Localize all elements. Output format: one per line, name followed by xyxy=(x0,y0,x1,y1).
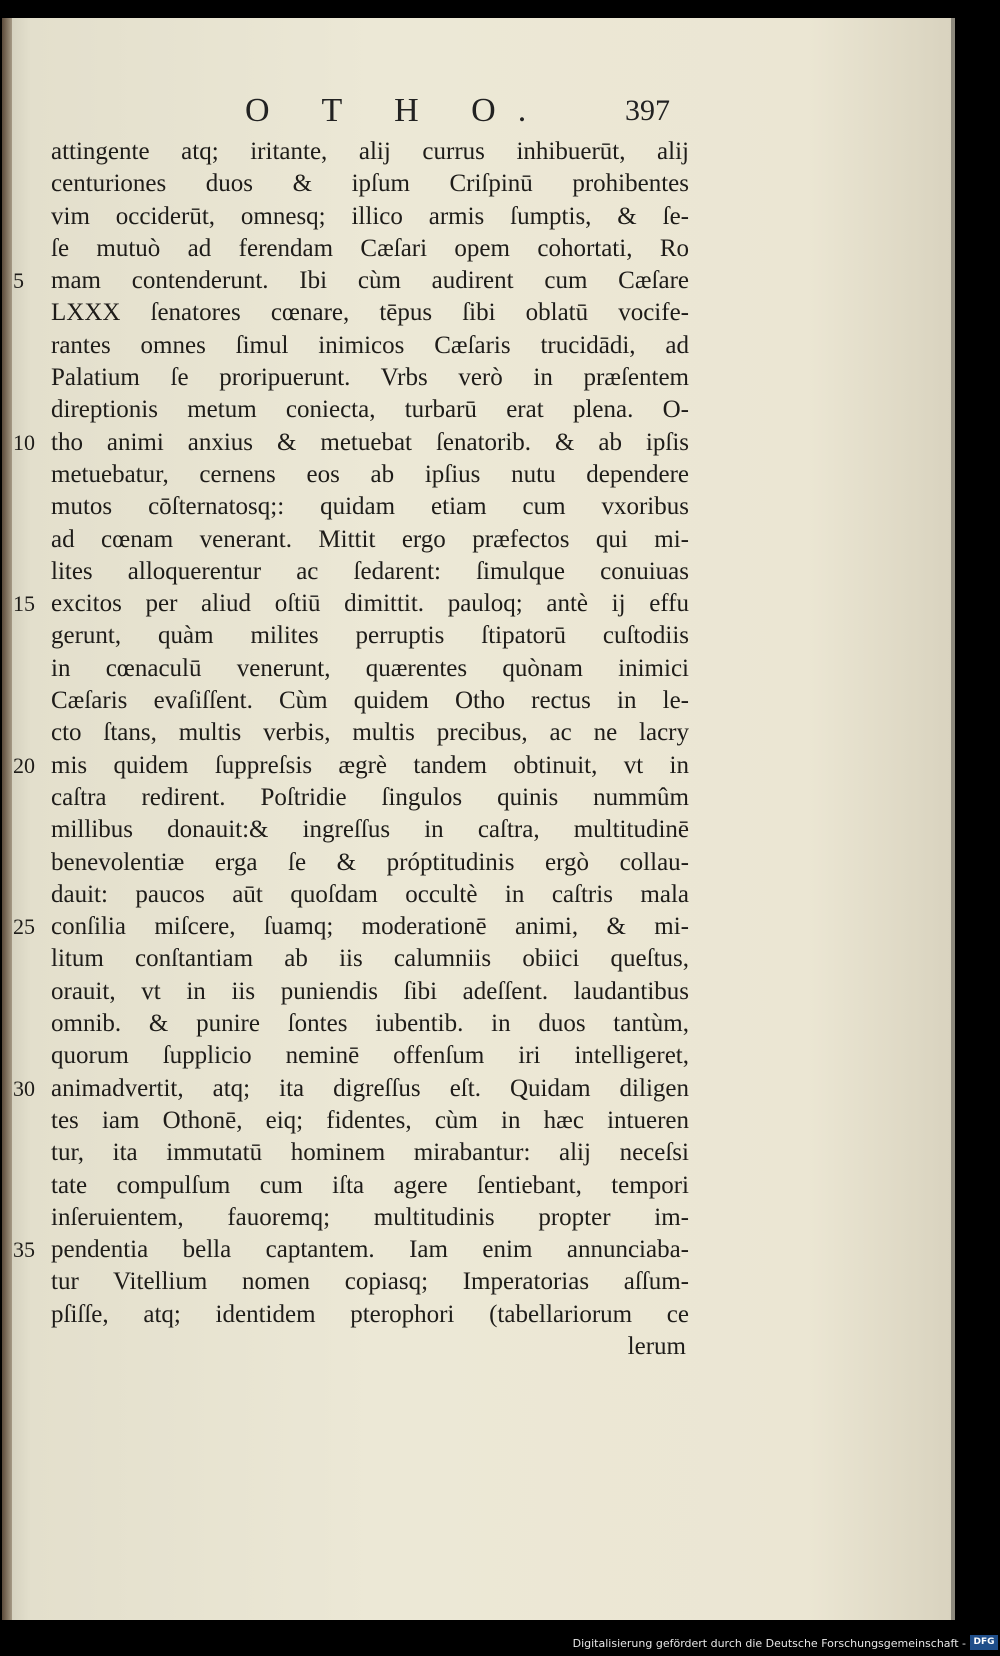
text-line xyxy=(49,1202,689,1234)
line-number: 5 xyxy=(13,268,24,294)
text-line xyxy=(49,168,689,200)
line-text: litum conſtantiam ab iis calumniis obiici queſtus, xyxy=(51,945,689,973)
line-text: tho animi anxius & metuebat ſenatorib. & ab ipſis xyxy=(51,428,689,456)
text-line xyxy=(49,491,689,523)
text-line xyxy=(49,394,689,426)
line-number: 25 xyxy=(13,914,35,940)
line-text: tur, ita immutatū hominem mirabantur: alij neceſsi xyxy=(51,1139,689,1167)
line-text: dauit: paucos aūt quoſdam occultè in caſtris mala xyxy=(51,880,689,908)
line-text: benevolentiæ erga ſe & próptitudinis ergò collau- xyxy=(51,848,689,876)
line-number: 30 xyxy=(13,1075,35,1101)
text-line xyxy=(49,1040,689,1072)
line-text: conſilia miſcere, ſuamq; moderationē animi, & mi- xyxy=(51,913,689,941)
text-line xyxy=(49,1137,689,1169)
text-line xyxy=(49,233,689,265)
line-text: gerunt, quàm milites perruptis ſtipatorū cuſtodiis xyxy=(51,622,689,650)
line-text: mis quidem ſuppreſsis ægrè tandem obtinuit, vt in xyxy=(51,751,689,779)
text-line xyxy=(49,685,689,717)
line-text: pendentia bella captantem. Iam enim annunciaba- xyxy=(51,1236,689,1264)
text-line xyxy=(13,750,689,782)
text-line xyxy=(49,814,689,846)
line-text: ſe mutuò ad ferendam Cæſari opem cohortati, Ro xyxy=(51,234,689,262)
line-number: 15 xyxy=(13,591,35,617)
line-number: 20 xyxy=(13,752,35,778)
line-text: Cæſaris evaſiſſent. Cùm quidem Otho rectus in le- xyxy=(51,687,689,715)
text-block xyxy=(13,136,689,1363)
text-line xyxy=(49,847,689,879)
catchword-line xyxy=(49,1331,689,1363)
line-text: inſeruientem, fauoremq; multitudinis propter im- xyxy=(51,1203,689,1231)
text-line xyxy=(13,588,689,620)
line-text: centuriones duos & ipſum Criſpinū prohibentes xyxy=(51,170,689,198)
text-line xyxy=(49,556,689,588)
text-line xyxy=(49,976,689,1008)
line-text: tate compulſum cum iſta agere ſentiebant, tempori xyxy=(51,1171,689,1199)
text-line xyxy=(13,265,689,297)
line-text: Palatium ſe proripuerunt. Vrbs verò in præſentem xyxy=(51,364,689,392)
text-line xyxy=(49,1170,689,1202)
text-line xyxy=(49,943,689,975)
line-text: millibus donauit:& ingreſſus in caſtra, multitudinē xyxy=(51,816,689,844)
text-line xyxy=(49,653,689,685)
footer-credit: Digitalisierung gefördert durch die Deutsche Forschungsgemeinschaft - xyxy=(572,1637,966,1650)
running-head xyxy=(245,92,685,132)
text-line xyxy=(13,1073,689,1105)
text-line xyxy=(49,1266,689,1298)
line-text: mam contenderunt. Ibi cùm audirent cum Cæſare xyxy=(51,267,689,295)
line-text: cto ſtans, multis verbis, multis precibus, ac ne lacry xyxy=(51,719,689,747)
line-text: direptionis metum coniecta, turbarū erat plena. O- xyxy=(51,396,689,424)
line-text: attingente atq; iritante, alij currus inhibuerūt, alij xyxy=(51,138,689,165)
line-text: rantes omnes ſimul inimicos Cæſaris trucidādi, ad xyxy=(51,331,689,359)
line-text: vim occiderūt, omnesq; illico armis ſumptis, & ſe- xyxy=(51,202,689,230)
dfg-logo: DFG xyxy=(970,1635,998,1650)
text-line xyxy=(49,782,689,814)
text-line xyxy=(49,524,689,556)
text-line xyxy=(49,717,689,749)
text-line xyxy=(49,459,689,491)
line-text: omnib. & punire ſontes iubentib. in duos tantùm, xyxy=(51,1010,689,1038)
text-line xyxy=(49,620,689,652)
line-text: orauit, vt in iis puniendis ſibi adeſſent. laudantibus xyxy=(51,977,689,1005)
line-text: mutos cōſternatosq;: quidam etiam cum vxoribus xyxy=(51,493,689,521)
line-text: pſiſſe, atq; identidem pterophori (tabellariorum ce xyxy=(51,1300,689,1328)
running-head-title: O T H O. xyxy=(245,92,549,129)
line-text: lites alloquerentur ac ſedarent: ſimulque conuiuas xyxy=(51,557,689,585)
catchword: lerum xyxy=(627,1332,686,1360)
line-text: metuebatur, cernens eos ab ipſius nutu dependere xyxy=(51,460,689,488)
line-text: caſtra redirent. Poſtridie ſingulos quinis nummûm xyxy=(51,783,689,811)
text-line xyxy=(13,911,689,943)
folio-number: 397 xyxy=(625,94,670,127)
text-line xyxy=(49,879,689,911)
text-line xyxy=(49,1105,689,1137)
text-line xyxy=(49,1299,689,1331)
line-text: excitos per aliud oſtiū dimittit. pauloq; antè ij effu xyxy=(51,590,689,618)
line-text: tes iam Othonē, eiq; fidentes, cùm in hæc intueren xyxy=(51,1106,689,1134)
text-line xyxy=(49,1008,689,1040)
line-number: 10 xyxy=(13,429,35,455)
line-text: LXXX ſenatores cœnare, tēpus ſibi oblatū vocife- xyxy=(51,299,689,327)
text-line xyxy=(49,330,689,362)
text-line xyxy=(49,297,689,329)
line-text: in cœnaculū venerunt, quærentes quònam inimici xyxy=(51,654,689,682)
line-text: ad cœnam venerant. Mittit ergo præfectos qui mi- xyxy=(51,525,689,553)
text-line xyxy=(49,136,689,168)
text-line xyxy=(49,362,689,394)
text-line xyxy=(49,201,689,233)
text-line xyxy=(13,1234,689,1266)
line-number: 35 xyxy=(13,1237,35,1263)
line-text: quorum ſupplicio neminē offenſum iri intelligeret, xyxy=(51,1042,689,1070)
text-line xyxy=(13,427,689,459)
page-binding-edge xyxy=(2,18,12,1620)
footer-strip xyxy=(0,1630,1000,1656)
line-text: animadvertit, atq; ita digreſſus eſt. Quidam diligen xyxy=(51,1074,689,1102)
line-text: tur Vitellium nomen copiasq; Imperatorias aſſum- xyxy=(51,1268,689,1296)
